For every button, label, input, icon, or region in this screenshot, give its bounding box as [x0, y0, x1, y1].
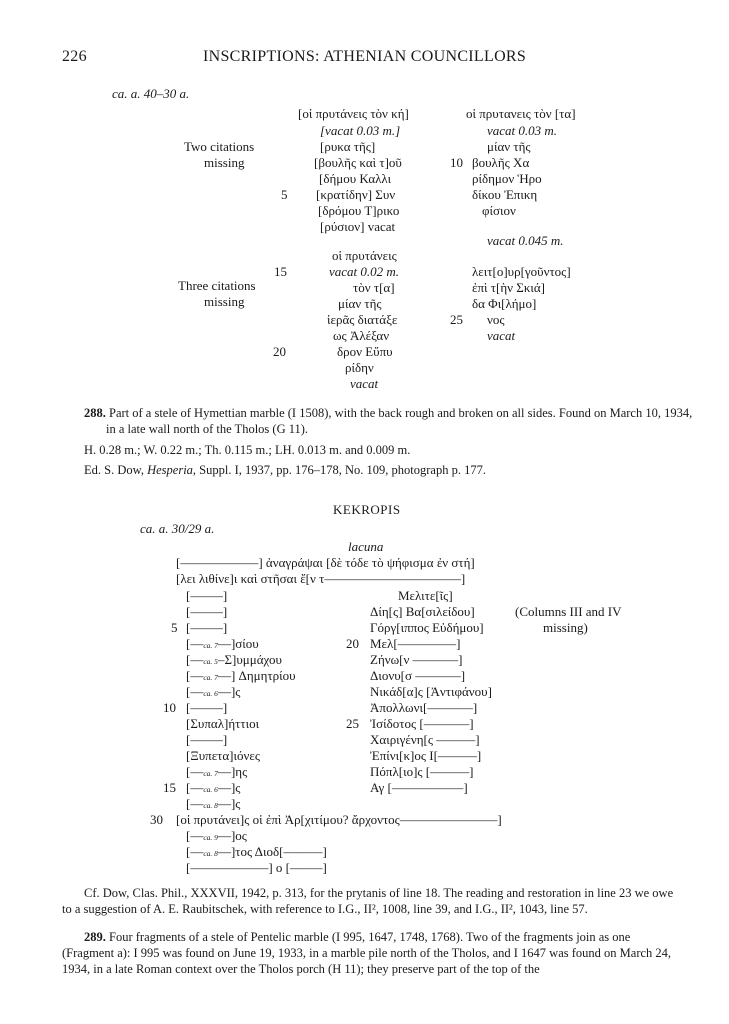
- entry-288-commentary: Cf. Dow, Clas. Phil., XXXVII, 1942, p. 313, for the prytanis of line 18. The reading and restoration in line 23 we owe to a suggestion of A. E. Raubitschek, with reference to I.G., II², 1008, line 39, and I.G., II², 1043, line 57.: [62, 886, 674, 916]
- line-number: 20: [273, 344, 286, 359]
- running-title: INSCRIPTIONS: ATHENIAN COUNCILLORS: [203, 48, 527, 65]
- line-number: 15: [274, 264, 287, 279]
- insc-line: ρίδημον Ἡρο: [472, 171, 542, 186]
- entry-289-description: [62, 929, 674, 977]
- insc-line: οἱ πρυτάνεις: [332, 248, 397, 263]
- insc-line: Αγ [–––––––––––]: [370, 780, 468, 795]
- insc-top-line: [λει λιθίνε]ι καὶ στῆσαι ἔ[ν τ–––––––––––––––––––––]: [176, 571, 466, 586]
- entry-288-dimensions: H. 0.28 m.; W. 0.22 m.; Th. 0.115 m.; LH. 0.013 m. and 0.009 m.: [84, 443, 411, 457]
- left-note: missing: [204, 294, 245, 309]
- insc-line: φίσιον: [482, 203, 516, 218]
- insc-line: vacat: [487, 328, 516, 343]
- date-ca-40-30: ca. a. 40–30 a.: [112, 86, 190, 101]
- insc-line: [ρύσιον] vacat: [320, 219, 396, 234]
- date-ca-30-29: ca. a. 30/29 a.: [140, 521, 215, 536]
- insc-line: vacat 0.03 m.: [487, 123, 558, 138]
- edition-prefix: Ed. S. Dow,: [84, 463, 144, 477]
- line-number: 10: [163, 700, 176, 715]
- insc-line: [ρυκα τῆς]: [320, 139, 376, 154]
- insc-line: Ζήνω[ν –––––––]: [370, 652, 463, 667]
- insc-line: [––ca. 5–Σ]υμμάχου: [186, 652, 282, 667]
- insc-line: μίαν τῆς: [338, 296, 382, 311]
- insc-line: Ἰσίδοτος [–––––––]: [370, 716, 474, 731]
- insc-line: vacat: [350, 376, 379, 391]
- line-number: 20: [346, 636, 359, 651]
- insc-line: [οἱ πρυτάνεις τὸν κή]: [298, 106, 409, 121]
- ca-count: ca. 7: [203, 769, 218, 778]
- insc-line: Γόργ[ιππος Εὐδήμου]: [370, 620, 484, 635]
- insc-line: [δρόμου Τ]ρικο: [318, 203, 400, 218]
- line-number: 30: [150, 812, 163, 827]
- insc-line: λειτ[ο]υρ[γοῦντος]: [472, 264, 571, 279]
- line-number: 15: [163, 780, 176, 795]
- insc-top-line: [––––––––––––] ἀναγράψαι [δὲ τόδε τὸ ψήφισμα ἐν στή]: [176, 555, 475, 570]
- entry-288-edition: [84, 464, 486, 477]
- insc-line: [––ca. 8––]τος Διοδ[––––––]: [186, 844, 327, 859]
- line-number: 5: [281, 187, 288, 202]
- left-note: Three citations: [178, 278, 256, 293]
- edition-rest: , Suppl. I, 1937, pp. 176–178, No. 109, photograph p. 177.: [192, 463, 486, 477]
- insc-line: ρίδην: [345, 360, 374, 375]
- lacuna-label: lacuna: [348, 539, 384, 554]
- insc-line: [–––––]: [186, 588, 228, 603]
- insc-line: νος: [487, 312, 505, 327]
- ca-count: ca. 5: [203, 657, 218, 666]
- insc-line: [––ca. 7––]σίου: [186, 636, 259, 651]
- insc-line: [––ca. 7––] Δημητρίου: [186, 668, 296, 683]
- page-number: 226: [62, 48, 87, 65]
- insc-line: ἱερᾶς διατάξε: [327, 312, 398, 327]
- line-number: 25: [450, 312, 463, 327]
- entry-text: Four fragments of a stele of Pentelic marble (I 995, 1647, 1748, 1768). Two of the fragments join as one (Fragment a): I 995 was found on June 19, 1933, in a marble pile north of the Tholos, and I 1647 was found on March 24, 1934, in a late Roman context over the Tholos porch (H 11); they preserve part of the top of the: [62, 930, 672, 976]
- left-note: missing: [204, 155, 245, 170]
- insc-line: [κρατίδην] Συν: [316, 187, 396, 202]
- line-number: 5: [171, 620, 178, 635]
- insc-line: [––ca. 7––]ης: [186, 764, 248, 779]
- insc-line: τὸν τ[α]: [353, 280, 395, 295]
- edition-journal: Hesperia: [147, 463, 193, 477]
- ca-count: ca. 9: [203, 833, 218, 842]
- insc-line: [βουλῆς καὶ τ]οῦ: [314, 155, 402, 170]
- entry-number: 288.: [84, 406, 106, 420]
- left-note: Two citations: [184, 139, 255, 154]
- prytaneis-line: [οἱ πρυτάνει]ς οἱ ἐπὶ Ἀρ[χιτίμου? ἄρχοντος–––––––––––––––]: [176, 812, 502, 827]
- entry-288-description: [84, 405, 696, 437]
- line-number: 25: [346, 716, 359, 731]
- insc-line: Ἐπίνι[κ]ος Ι[––––––]: [370, 748, 482, 763]
- insc-line: βουλῆς Χα: [472, 155, 530, 170]
- entry-number: 289.: [84, 930, 106, 944]
- insc-line: [–––––]: [186, 732, 228, 747]
- insc-line: Νικάδ[α]ς [Ἀντιφάνου]: [370, 684, 492, 699]
- insc-line: Χαιριγένη[ς ––––––]: [370, 732, 480, 747]
- insc-line: Ἀπολλωνι[–––––––]: [370, 700, 478, 715]
- ca-count: ca. 7: [203, 641, 218, 650]
- insc-line: δίκου Ἐπικη: [472, 187, 538, 202]
- insc-line: δα Φι[λήμο]: [472, 296, 537, 311]
- columns-missing-note: (Columns III and IV: [515, 604, 622, 619]
- tribe-heading: KEKROPIS: [333, 502, 401, 517]
- ca-count: ca. 6: [203, 785, 218, 794]
- insc-line: δρον Εὔπυ: [337, 344, 393, 359]
- insc-line: Διονυ[σ –––––––]: [370, 668, 466, 683]
- insc-line: [–––––]: [186, 620, 228, 635]
- insc-line: [––ca. 8––]ς: [186, 796, 241, 811]
- insc-line: vacat 0.045 m.: [487, 233, 564, 248]
- insc-line: οἱ πρυτανεις τὸν [τα]: [466, 106, 576, 121]
- insc-line: Μελ[–––––––––]: [370, 636, 461, 651]
- insc-line: [–––––]: [186, 604, 228, 619]
- insc-line: [––ca. 9––]ος: [186, 828, 247, 843]
- insc-line: vacat 0.02 m.: [329, 264, 400, 279]
- insc-line: ως Ἀλέξαν: [333, 328, 390, 343]
- insc-line: [δήμου Καλλι: [319, 171, 392, 186]
- ca-count: ca. 6: [203, 689, 218, 698]
- columns-missing-note: missing): [543, 620, 588, 635]
- insc-line: μίαν τῆς: [487, 139, 531, 154]
- insc-line: Πόπλ[ιο]ς [––––––]: [370, 764, 474, 779]
- insc-line: [––––––––––––] ο [–––––]: [186, 860, 327, 875]
- insc-line: ἐπὶ τ[ὴν Σκιά]: [472, 280, 546, 295]
- insc-line: [Συπαλ]ήττιοι: [186, 716, 260, 731]
- ca-count: ca. 8: [203, 849, 218, 858]
- insc-line: [––ca. 6––]ς: [186, 684, 241, 699]
- insc-line: Μελιτε[ῖς]: [398, 588, 453, 603]
- line-number: 10: [450, 155, 463, 170]
- insc-line: Δίη[ς] Βα[σιλείδου]: [370, 604, 475, 619]
- entry-text: Part of a stele of Hymettian marble (I 1508), with the back rough and broken on all sides. Found on March 10, 1934, in a late wall north of the Tholos (G 11).: [106, 406, 693, 436]
- insc-line: [––ca. 6––]ς: [186, 780, 241, 795]
- insc-line: [–––––]: [186, 700, 228, 715]
- ca-count: ca. 8: [203, 801, 218, 810]
- ca-count: ca. 7: [203, 673, 218, 682]
- insc-line: [Ξυπετα]ιόνες: [186, 748, 260, 763]
- insc-line: [vacat 0.03 m.]: [320, 123, 401, 138]
